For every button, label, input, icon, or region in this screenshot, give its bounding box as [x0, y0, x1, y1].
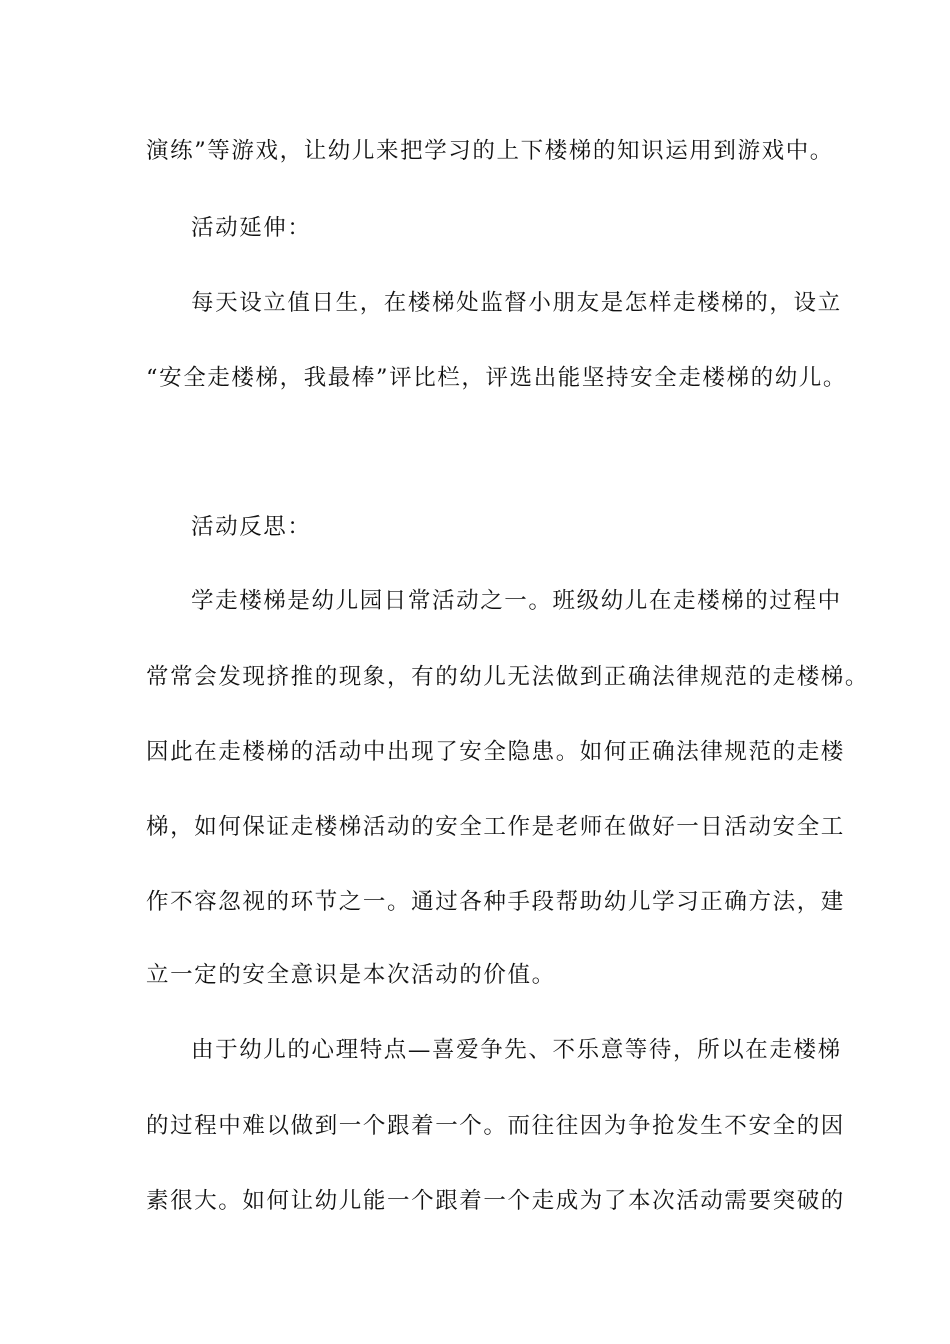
text-line: 梯，如何保证走楼梯活动的安全工作是老师在做好一日活动安全工	[146, 814, 845, 840]
text-line: 素很大。如何让幼儿能一个跟着一个走成为了本次活动需要突破的	[146, 1188, 845, 1214]
text-line: 演练”等游戏，让幼儿来把学习的上下楼梯的知识运用到游戏中。	[146, 138, 834, 164]
text-line: 的过程中难以做到一个跟着一个。而往往因为争抢发生不安全的因	[146, 1113, 845, 1139]
text-line: 由于幼儿的心理特点—喜爱争先、不乐意等待，所以在走楼梯	[191, 1037, 842, 1063]
text-line: 立一定的安全意识是本次活动的价值。	[146, 962, 556, 988]
text-line: 因此在走楼梯的活动中出现了安全隐患。如何正确法律规范的走楼	[146, 739, 845, 765]
section-heading-extension: 活动延伸：	[191, 215, 312, 241]
text-line: 每天设立值日生，在楼梯处监督小朋友是怎样走楼梯的，设立	[191, 290, 842, 316]
text-line: 作不容忽视的环节之一。通过各种手段帮助幼儿学习正确方法，建	[146, 889, 845, 915]
section-heading-reflection: 活动反思：	[191, 514, 312, 540]
text-line: “安全走楼梯，我最棒”评比栏，评选出能坚持安全走楼梯的幼儿。	[146, 365, 848, 391]
text-line: 学走楼梯是幼儿园日常活动之一。班级幼儿在走楼梯的过程中	[191, 588, 842, 614]
text-line: 常常会发现挤推的现象，有的幼儿无法做到正确法律规范的走楼梯。	[146, 664, 870, 690]
